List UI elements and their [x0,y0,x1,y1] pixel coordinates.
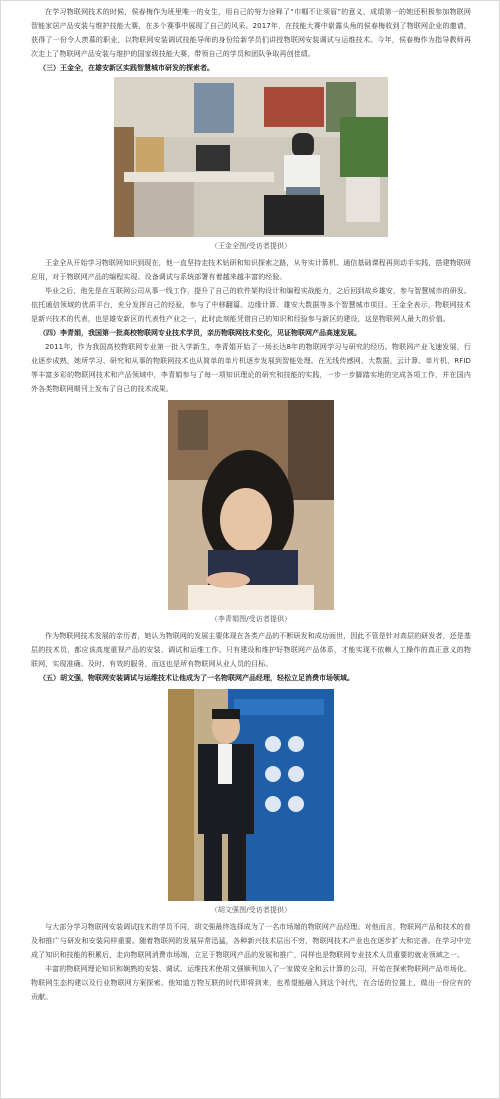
office-photo-image [114,77,388,237]
article-body [31,5,471,1004]
paragraph-hou: 在学习物联网技术的时候，侯春梅作为班里唯一的女生，用自己的努力诠释了“巾帼不让须眉”的意义，成绩第一的她还积极参加物联网智能家居产品安装与维护技能大赛，在多个赛事中展现了自己的风采。2017年，在技能大赛中崭露头角的侯春梅收到了物联网企业的邀请，获得了一份令人羡慕的职业，以物联网安装调试技能导师的身份给新学员们讲授物联网安装调试与运维技术。今年，侯春梅作为指导教师再次走上了物联网产品安装与维护的国家级技能大赛，带领自己的学员和团队争取再创佳绩。 [31,8,471,58]
caption-hu: （胡文强图/受访者提供） [210,906,292,914]
photo-li-qingjuan [168,400,334,610]
section-heading-li: （四）李青娟，我国第一批高校物联网专业技术学员，亲历物联网技术变化，见证物联网产品高速发展。 [39,329,361,337]
paragraph-li-1: 2011年，作为我国高校物联网专业第一批入学新生，李青娟开始了一场长达8年的物联网学习与研究的经历。物联网产业飞速发展，行业逐步成熟，她所学习、研究和从事的物联网技术也从简单的单片机逐步发展到智能处理。在无线传感网、大数据、云计算、单片机、RFID等丰富多彩的物联网技术和产品领域中，李青娟参与了每一项知识理论的研究和技能的实践，一步一步脚踏实地的完成各项工作，并在国内外各类物联网期刊上发布了自己的技术成果。 [31,343,471,393]
li-qingjuan-photo-image [168,400,334,610]
paragraph-wang-1: 王金全从开始学习物联网知识到现在，他一直坚持走技术钻研和知识探索之路，从夯实计算机、通信基础课程再到动手实践，搭建物联网应用，对于物联网产品的编程实现、设备调试与系统部署有着越来越丰富的经验。 [31,259,471,281]
paragraph-hu-1: 与大部分学习物联网安装调试技术的学员不同，胡文强最终选择成为了一名市场端的物联网产品经理。对他而言，物联网产品和技术的普及和推广与研发和安装同样重要。随着物联网的发展异常迅猛，各种新兴技术层出不穷，物联网技术产业也在逐步扩大和完善。在学习中完成了知识和技能的积累后，走向物联网消费市场端，立足于物联网产品的发展和推广，同样也是物联网专业技术人员重要的就业领域之一。 [31,923,471,959]
caption-li: （李青娟图/受访者提供） [210,615,292,623]
paragraph-li-2: 作为物联网技术发展的亲历者，她认为物联网的发展主要体现在各类产品的不断研发和成功面世，因此不管是针对高层的研发者，还是基层的技术员，都应该高度重视产品的安装、调试和运维工作。只有建设和维护好物联网产品体系，才能实现不依赖人工操作的真正意义的物联网，实现准确、及时、有效的服务，而这也是所有物联网从业人员的目标。 [31,632,471,668]
photo-wang-jinquan [114,77,388,237]
section-heading-hu: （五）胡文强，物联网安装调试与运维技术让他成为了一名物联网产品经理，轻松立足消费市场领域。 [39,674,354,682]
paragraph-wang-2: 毕业之后，他先是在互联网公司从事一线工作，提升了自己的软件架构设计和编程实战能力，之后回到故乡雄安，参与智慧城市的研发。依托通信领域的优质平台，充分发挥自己的经验，参与了中移翻篇、边缘计算、雄安大数据等多个智慧城市项目。王金全表示，物联网技术是新兴技术的代表，也是雄安新区的代表性产业之一，此时此刻能凭借自己的知识和经验参与新区的建设，这是物联网人最大的价值。 [31,287,471,323]
photo-hu-wenqiang [168,689,334,901]
hu-wenqiang-photo-image [168,689,334,901]
paragraph-hu-2: 丰富的物联网理论知识和娴熟的安装、调试、运维技术使胡文强顺利加入了一家做安全和云计算的公司，开始在探索物联网产品市场化、物联网生态构建以及行业物联网方案探索。他知道万物互联的时代即将到来，也希望能融入到这个时代，在合适的位置上，做出一份应有的贡献。 [31,965,471,1001]
caption-wang: （王金全图/受访者提供） [210,242,292,250]
section-heading-wang: （三）王金全，在雄安新区实践智慧城市研发的探索者。 [39,64,214,72]
